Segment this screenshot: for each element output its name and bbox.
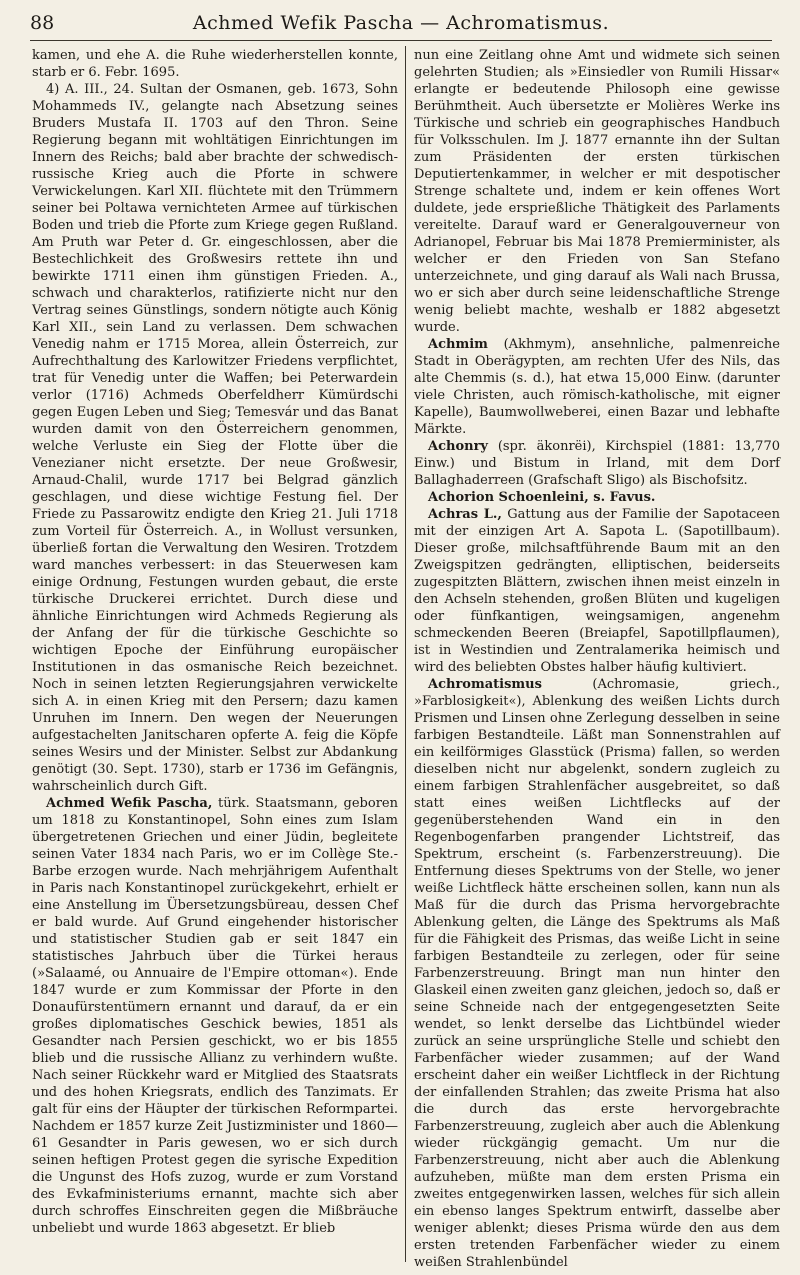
header-rule [30, 40, 772, 41]
entry-achonry [414, 438, 780, 489]
page-header [30, 8, 772, 36]
entry-text: (Akhmym), ansehnliche, palmenreiche Stadt in Oberägypten, am rechten Ufer des Nils, das alte Chemmis (s. d.), hat etwa 15,000 Einw. (darunter viele Christen, auch römisch-katholische, mit eigner Kapelle), Baumwollweberei, einen Bazar und lebhafte Märkte. [414, 337, 780, 437]
entry-text: (Achromasie, griech., »Farblosigkeit«), Ablenkung des weißen Lichts durch Prismen und Linsen ohne Zerlegung desselben in seine farbigen Bestandteile. Läßt man Sonnenstrahlen auf ein keilförmiges Glasstück (Prisma) fallen, so werden dieselben nicht nur abgelenkt, sondern zugleich zu einem farbigen Strahlenfächer ausgebreitet, so daß statt eines weißen Lichtflecks auf der gegenüberstehenden Wand ein in den Regenbogenfarben prangender Lichtstreif, das Spektrum, erscheint (s. Farbenzerstreuung). Die Entfernung dieses Spektrums von der Stelle, wo jener weiße Lichtfleck hätte erscheinen sollen, kann nun als Maß für die durch das Prisma hervorgebrachte Ablenkung gelten, die Länge des Spektrums als Maß für die Fähigkeit des Prismas, das weiße Licht in seine farbigen Bestandteile zu zerlegen, oder für seine Farbenzerstreuung. Bringt man nun hinter den Glaskeil einen zweiten ganz gleichen, jedoch so, daß er seine Schneide nach der entgegengesetzten Seite wendet, so lenkt derselbe das Lichtbündel wieder zurück an seine ursprüngliche Stelle und schiebt den Farbenfächer wieder zusammen; auf der Wand erscheint daher ein weißer Lichtfleck in der Richtung der einfallenden Strahlen; das zweite Prisma hat also die durch das erste hervorgebrachte Farbenzerstreuung, zugleich aber auch die Ablenkung wieder rückgängig gemacht. Um nur die Farbenzerstreuung, nicht aber auch die Ablenkung aufzuheben, müßte man dem ersten Prisma ein zweites entgegenwirken lassen, welches für sich allein ein ebenso langes Spektrum entwirft, dasselbe aber weniger ablenkt; dieses Prisma würde den aus dem ersten tretenden Farbenfächer wieder zu einem weißen Strahlenbündel [414, 677, 780, 1270]
running-title: Achmed Wefik Pascha — Achromatismus. [192, 12, 610, 34]
left-column [32, 47, 398, 1237]
headword: Achonry [428, 439, 488, 454]
entry-achmim [414, 336, 780, 438]
page-number: 88 [30, 12, 55, 34]
entry-continuation: nun eine Zeitlang ohne Amt und widmete sich seinen gelehrten Studien; als »Einsiedler von Rumili Hissar« erlangte er bedeutende Philosoph eine gewisse Berühmtheit. Auch übersetzte er Molières Werke ins Türkische und schrieb ein geographisches Handbuch für Volksschulen. Im J. 1877 ernannte ihn der Sultan zum Präsidenten der ersten türkischen Deputiertenkammer, in welcher er mit despotischer Strenge schaltete und, indem er kein offenes Wort duldete, jede ersprießliche Thätigkeit des Parlaments vereitelte. Darauf ward er Generalgouverneur von Adrianopel, Februar bis Mai 1878 Premierminister, als welcher er den Frieden von San Stefano unterzeichnete, und ging darauf als Wali nach Brussa, wo er sich aber durch seine leidenschaftliche Strenge wenig beliebt machte, weshalb er 1882 abgesetzt wurde. [414, 48, 780, 335]
entry-achorion: Achorion Schoenleini, s. Favus. [428, 490, 656, 505]
column-divider [405, 46, 406, 1262]
entry-text: türk. Staatsmann, geboren um 1818 zu Konstantinopel, Sohn eines zum Islam übergetretenen Griechen und einer Jüdin, begleitete seinen Vater 1834 nach Paris, wo er im Collège Ste.-Barbe erzogen wurde. Nach mehrjährigem Aufenthalt in Paris nach Konstantinopel zurückgekehrt, erhielt er eine Anstellung im Übersetzungsbüreau, dessen Chef er bald wurde. Auf Grund eingehender historischer und statistischer Studien gab er seit 1847 ein statistisches Jahrbuch über die Türkei heraus (»Salaamé, ou Annuaire de l'Empire ottoman«). Ende 1847 wurde er zum Kommissar der Pforte in den Donaufürstentümern ernannt und darauf, da er ein großes diplomatisches Geschick bewies, 1851 als Gesandter nach Persien geschickt, wo er bis 1855 blieb und die russische Allianz zu verhindern wußte. Nach seiner Rückkehr ward er Mitglied des Staatsrats und des hohen Kriegsrats, endlich des Tanzimats. Er galt für eins der Häupter der türkischen Reformpartei. Nachdem er 1857 kurze Zeit Justizminister und 1860—61 Gesandter in Paris gewesen, wo er sich durch seinen heftigen Protest gegen die syrische Expedition die Ungunst des Hofs zuzog, wurde er zum Vorstand des Evkafministeriums ernannt, machte sich aber durch schroffes Einschreiten gegen die Mißbräuche unbeliebt und wurde 1863 abgesetzt. Er blieb [32, 796, 398, 1236]
entry-continuation: kamen, und ehe A. die Ruhe wiederherstellen konnte, starb er 6. Febr. 1695. [32, 48, 398, 80]
right-column [414, 47, 780, 1271]
entry-text: (spr. äkonrëi), Kirchspiel (1881: 13,770 Einw.) und Bistum in Irland, mit dem Dorf Ballaghaderreen (Grafschaft Sligo) als Bischofsitz. [414, 439, 780, 488]
entry-achras [414, 506, 780, 676]
entry-achmed-wefik-pascha [32, 795, 398, 1237]
headword: Achmed Wefik Pascha, [46, 796, 213, 811]
headword: Achras L., [428, 507, 502, 522]
headword: Achromatismus [428, 677, 542, 692]
entry-text: Gattung aus der Familie der Sapotaceen mit der einzigen Art A. Sapota L. (Sapotillbaum). Dieser große, milchsaftführende Baum mit an den Zweigspitzen gedrängten, elliptischen, beiderseits zugespitzten Blättern, zwischen ihnen meist einzeln in den Achseln stehenden, großen Blüten und kugeligen oder fünfkantigen, weingsamigen, angenehm schmeckenden Beeren (Breiapfel, Sapotillpflaumen), ist in Westindien und Zentralamerika heimisch und wird des beliebten Obstes halber häufig kultiviert. [414, 507, 780, 675]
entry-achmed-iii: 4) A. III., 24. Sultan der Osmanen, geb. 1673, Sohn Mohammeds IV., gelangte nach Absetzung seines Bruders Mustafa II. 1703 auf den Thron. Seine Regierung begann mit wohltätigen Einrichtungen im Innern des Reichs; bald aber brachte der schwedisch-russische Krieg auch die Pforte in schwere Verwickelungen. Karl XII. flüchtete mit den Trümmern seiner bei Poltawa vernichteten Armee auf türkischen Boden und trieb die Pforte zum Kriege gegen Rußland. Am Pruth war Peter d. Gr. eingeschlossen, aber die Bestechlichkeit des Großwesirs rettete ihn und bewirkte 1711 einen ihm günstigen Frieden. A., schwach und charakterlos, ratifizierte nicht nur den Vertrag seines Günstlings, sondern nötigte auch König Karl XII., sein Land zu verlassen. Dem schwachen Venedig nahm er 1715 Morea, allein Österreich, zur Aufrechthaltung des Karlowitzer Friedens verpflichtet, trat für Venedig unter die Waffen; bei Peterwardein verlor (1716) Achmeds Oberfeldherr Kümürdschi gegen Eugen Leben und Sieg; Temesvár und das Banat wurden damit von den Österreichern genommen, welche Verluste ein Sieg der Flotte über die Venezianer nicht ersetzte. Der neue Großwesir, Arnaud-Chalil, wurde 1717 bei Belgrad gänzlich geschlagen, und diese wichtige Festung fiel. Der Friede zu Passarowitz endigte den Krieg 21. Juli 1718 zum Vorteil für Österreich. A., in Wollust versunken, überließ fortan die Verwaltung den Wesiren. Trotzdem ward manches verbessert: in das Steuerwesen kam einige Ordnung, Festungen wurden gebaut, die erste türkische Druckerei errichtet. Durch diese und ähnliche Einrichtungen wird Achmeds Regierung als der Anfang der für die türkische Geschichte so wichtigen Epoche der Einführung europäischer Institutionen in das osmanische Reich bezeichnet. Noch in seinen letzten Regierungsjahren verwickelte sich A. in einen Krieg mit den Persern; dazu kamen Unruhen im Innern. Den wegen der Neuerungen aufgestachelten Janitscharen opferte A. feig die Köpfe seines Wesirs und der Minister. Selbst zur Abdankung genötigt (30. Sept. 1730), starb er 1736 im Gefängnis, wahrscheinlich durch Gift. [32, 82, 398, 794]
entry-achromatismus [414, 676, 780, 1271]
headword: Achmim [428, 337, 488, 352]
